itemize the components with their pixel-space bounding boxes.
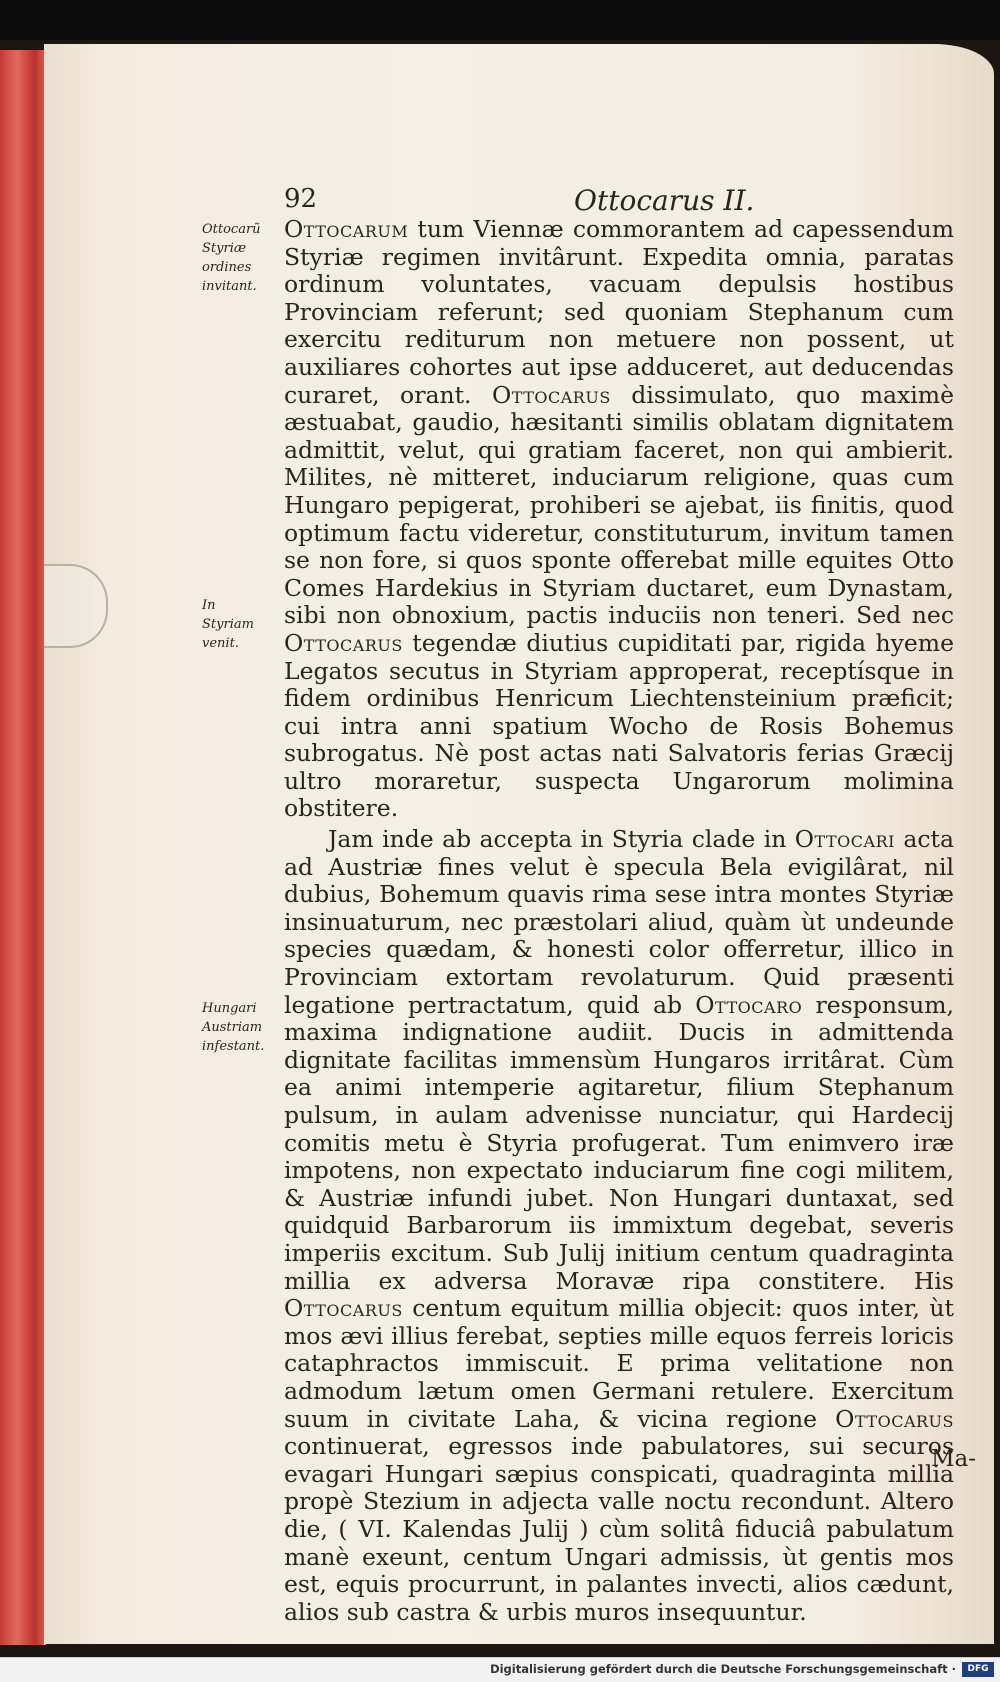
running-head: Ottocarus II. (574, 184, 755, 217)
text-run: tegendæ diutius cupiditati par, rigida hyeme Legatos secutus in Styriam approperat, receptísque in fidem ordinibus Henricum Liechtensteinium præficit; cui intra anni spatium Wocho de Rosis Bohemus subrogatus. Nè post actas nati Salvatoris ferias Græcij ultro moraretur, suspecta Ungarorum molimina obstitere. (284, 628, 954, 823)
page-tab-marker (44, 564, 108, 648)
footer-bar (0, 1657, 1000, 1682)
small-caps-name: Ottocarus (284, 1294, 403, 1323)
catchword: Ma- (930, 1446, 976, 1472)
text-run: responsum, maxima indignatione audiit. Ducis in admittenda dignitate facilitas immensùm Hungaros irritârat. Cùm ea animi intemperie agitaretur, filium Stephanum pulsum, in aulam advenisse nunciatur, qui Hardecij comitis metu è Styria profugerat. Tum enimvero iræ impotens, non expectato induciarum fine cogi militem, & Austriæ infundi jubet. Non Hungari duntaxat, sed quidquid Barbarorum iis immixtum degebat, severis imperiis excitum. Sub Julij initium centum quadraginta millia ex adversa Moravæ ripa constitere. His (284, 990, 954, 1295)
small-caps-name: Ottocarus (835, 1404, 954, 1433)
text-run: tum Viennæ commorantem ad capessendum Styriæ regimen invitârunt. Expedita omnia, paratas ordinum voluntates, vacuam depulsis hostibus Provinciam referunt; sed quoniam Stephanum cum exercitu rediturum non metuere non possent, ut auxiliares cohortes aut ipse adduceret, aut deducendas curaret, orant. (284, 215, 954, 409)
text-run: centum equitum millia objecit: quos inter, ùt mos ævi illius ferebat, septies mille equos ferreis loricis cataphractos immiscuit. E prima velitatione non admodum lætum omen Germani retulere. Exercitum suum in civitate Laha, & vicina regione (284, 1294, 954, 1433)
footer-credit: Digitalisierung gefördert durch die Deutsche Forschungsgemeinschaft · (490, 1662, 956, 1676)
small-caps-name: Ottocarus (491, 380, 611, 409)
text-run: acta ad Austriæ fines velut è specula Bela evigilârat, nil dubius, Bohemum quavis rima sese intra montes Styriæ insinuaturum, nec præstolari aliud, quàm ùt undeunde species quædam, & honesti color offerretur, illico in Provinciam extortam revolaturum. Quid præsenti legatione pertractatum, quid ab (284, 825, 954, 1019)
small-caps-name: Ottocarus (284, 628, 403, 657)
dfg-logo-icon: DFG (962, 1662, 994, 1677)
small-caps-name: Ottocarum (284, 215, 409, 243)
small-caps-name: Ottocari (794, 825, 895, 854)
paragraph-2 (284, 826, 954, 1626)
marginal-note-2: In Styriam venit. (202, 598, 254, 651)
text-run: Jam inde ab accepta in Styria clade in (328, 825, 795, 854)
main-text (284, 216, 954, 1626)
text-run: dissimulato, quo maximè æstuabat, gaudio, hæsitanti similis oblatam dignitatem admittit, velut, qui gratiam faceret, non qui ambierit. Milites, nè mitteret, induciarum religione, quas cum Hungaro pepigerat, prohiberi se ajebat, iis finitis, quod optimum factu videretur, constituturum, invitum tamen se non fore, si quos sponte offerebat mille equites Otto Comes Hardekius in Styriam ductaret, eum Dynastam, sibi non obnoxium, pactis induciis non teneri. Sed nec (284, 380, 954, 630)
paragraph-1 (284, 216, 954, 823)
page-edge-red (0, 50, 46, 1645)
marginal-note-3: Hungari Austriam infestant. (202, 1001, 265, 1054)
small-caps-name: Ottocaro (695, 990, 803, 1019)
book-page (44, 44, 994, 1644)
text-run: continuerat, egressos inde pabulatores, sui securos evagari Hungari sæpius conspicati, quadraginta millia propè Stezium in adjecta valle noctu recondunt. Altero die, ( VI. Kalendas Julij ) cùm solitâ fiduciâ pabulatum manè exeunt, centum Ungari admissis, ùt gentis mos est, equis procurrunt, in palantes invecti, alios cædunt, alios sub castra & urbis muros insequuntur. (284, 1432, 954, 1626)
marginal-note-1: Ottocarũ Styriæ ordines invitant. (202, 222, 261, 294)
page-number: 92 (284, 184, 318, 214)
